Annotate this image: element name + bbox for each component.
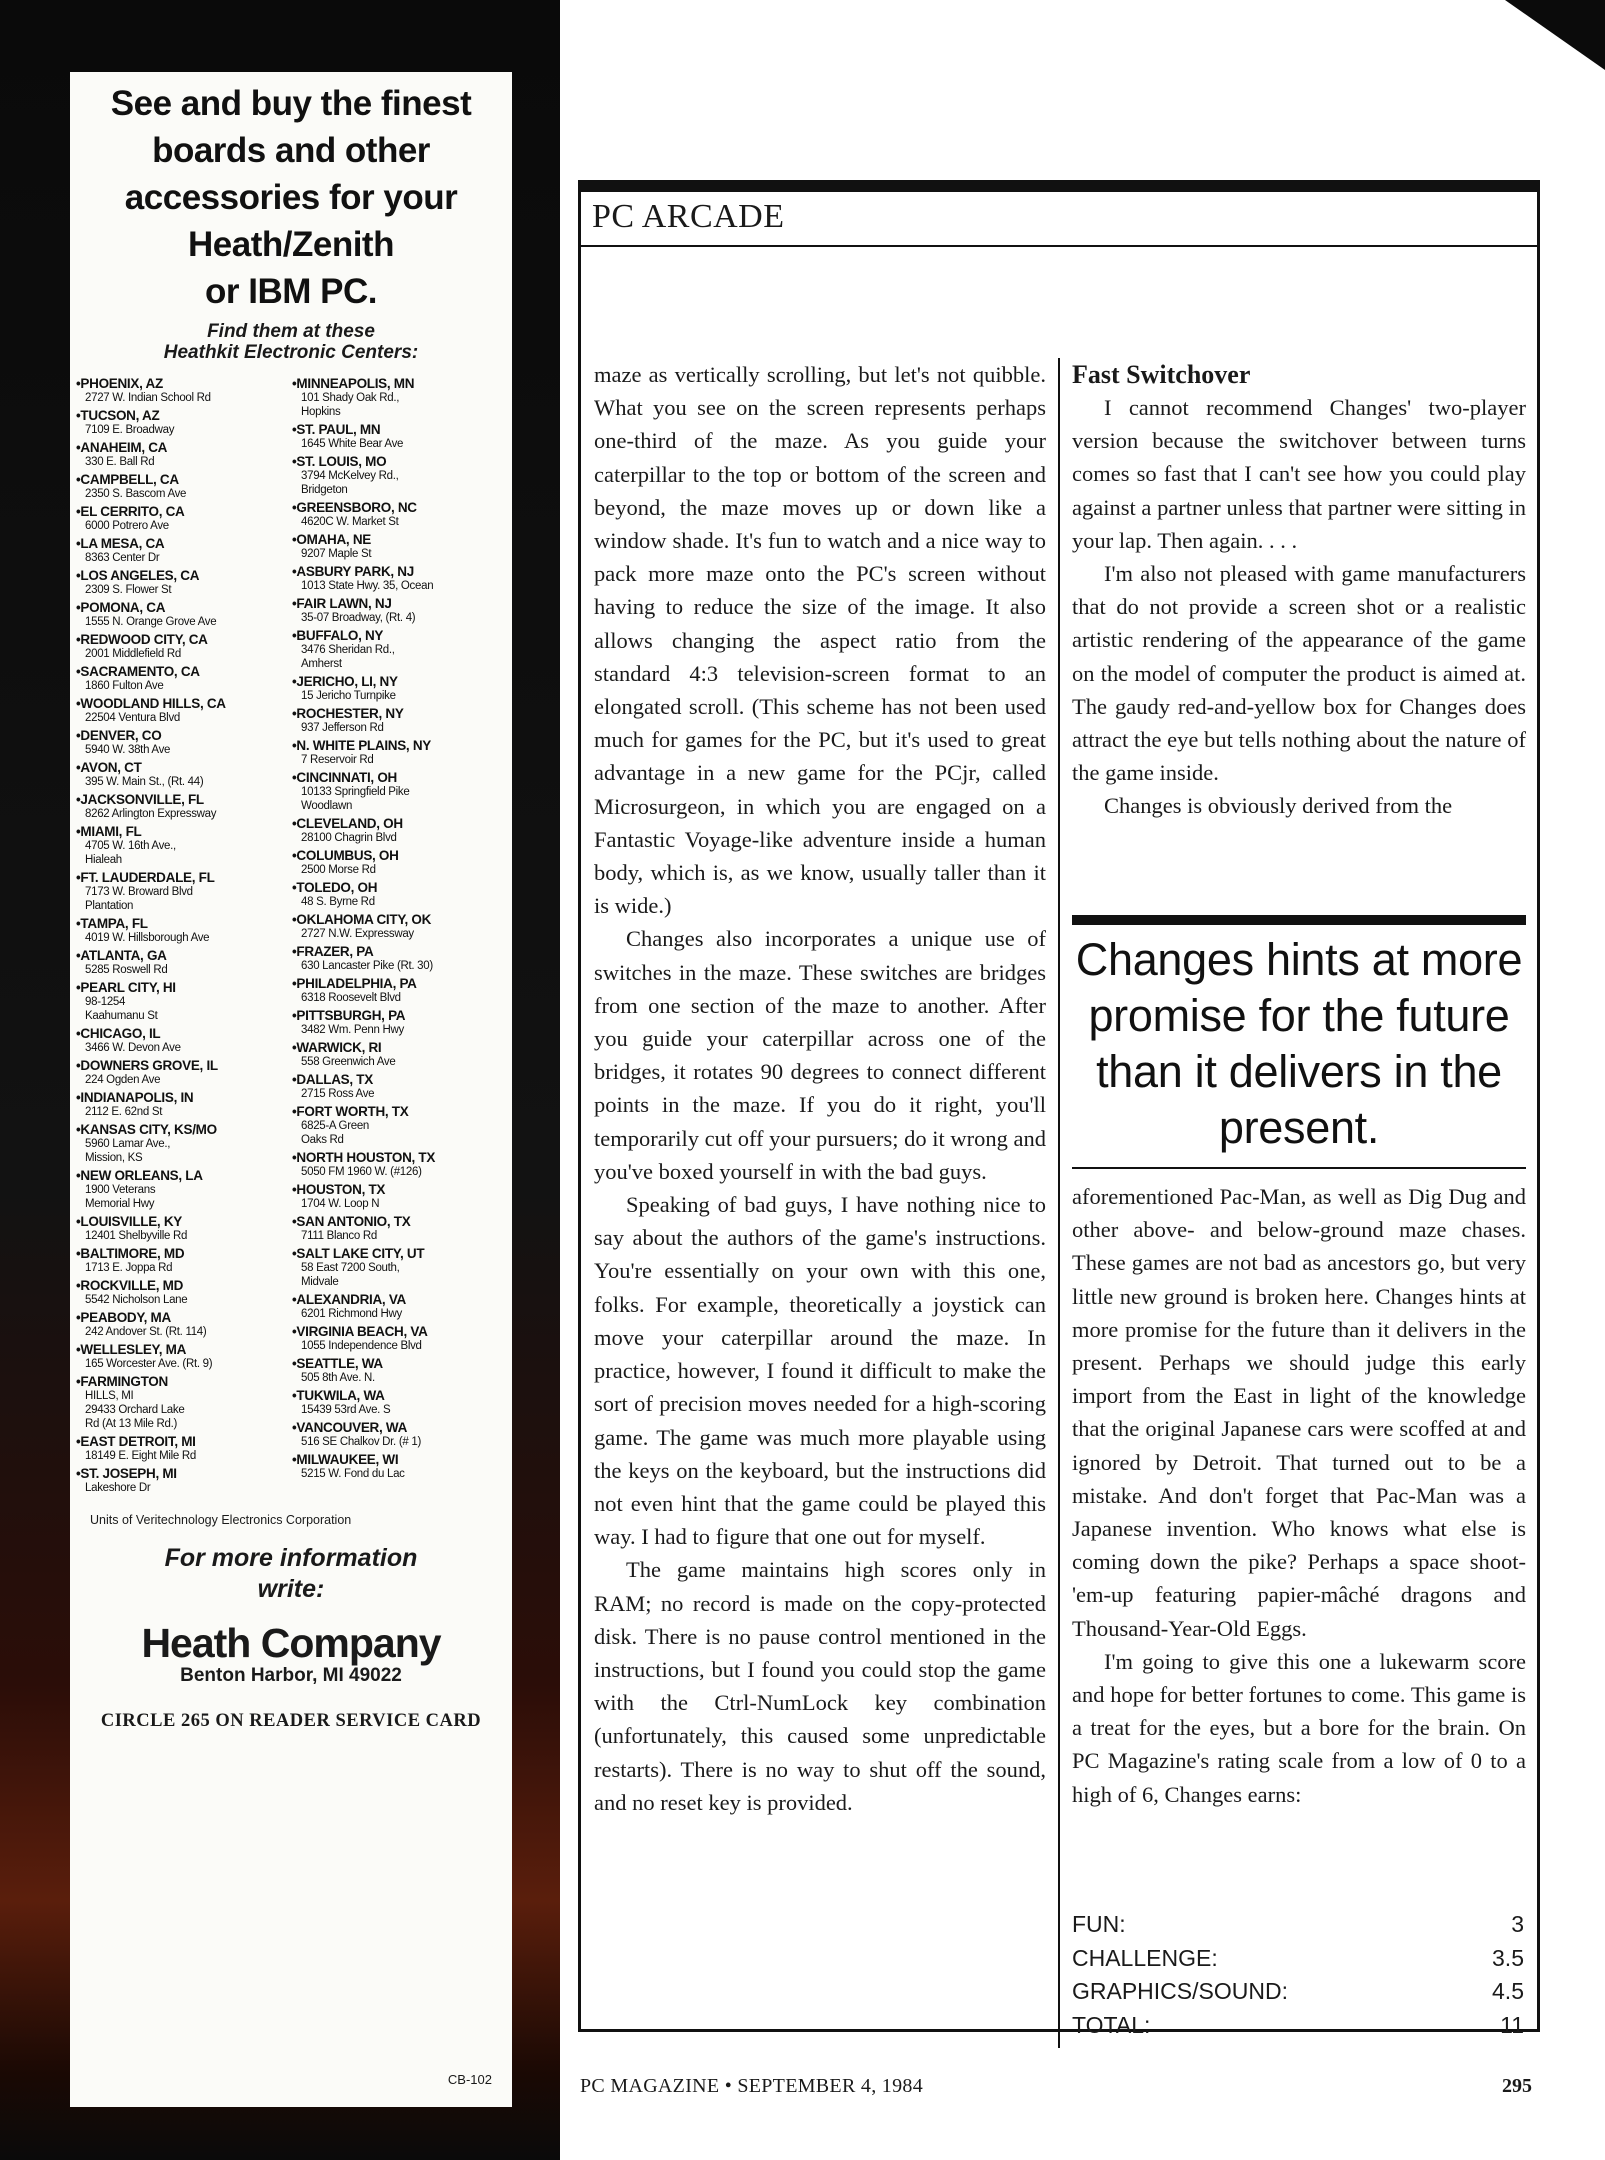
center-entry bbox=[76, 1215, 292, 1243]
center-address: 29433 Orchard Lake bbox=[85, 1404, 185, 1416]
center-city: •WELLESLEY, MA bbox=[76, 1342, 187, 1357]
center-address: 630 Lancaster Pike (Rt. 30) bbox=[301, 960, 433, 972]
center-city: •EAST DETROIT, MI bbox=[76, 1434, 196, 1449]
center-address: Woodlawn bbox=[301, 800, 353, 812]
center-entry bbox=[292, 1183, 508, 1211]
center-address: 18149 E. Eight Mile Rd bbox=[85, 1450, 197, 1462]
center-entry bbox=[76, 1123, 292, 1165]
center-address: 7111 Blanco Rd bbox=[301, 1230, 377, 1242]
center-entry bbox=[76, 1247, 292, 1275]
center-entry bbox=[76, 569, 292, 597]
center-city: •N. WHITE PLAINS, NY bbox=[292, 738, 431, 753]
center-address: 1555 N. Orange Grove Ave bbox=[85, 616, 217, 628]
center-address: 330 E. Ball Rd bbox=[85, 456, 155, 468]
center-entry bbox=[76, 1027, 292, 1055]
center-city: •BALTIMORE, MD bbox=[76, 1246, 185, 1261]
center-entry bbox=[76, 825, 292, 867]
center-address: Bridgeton bbox=[301, 484, 348, 496]
center-entry bbox=[292, 675, 508, 703]
center-address: 1900 Veterans bbox=[85, 1184, 156, 1196]
center-entry bbox=[292, 377, 508, 419]
rating-row: CHALLENGE: 3.5 bbox=[1072, 1944, 1524, 1971]
center-city: •HOUSTON, TX bbox=[292, 1182, 386, 1197]
article-column-left bbox=[594, 358, 1046, 1819]
article-column-right-top bbox=[1072, 358, 1526, 823]
center-address: 35-07 Broadway, (Rt. 4) bbox=[301, 612, 416, 624]
center-entry bbox=[76, 1467, 292, 1495]
heath-advertisement bbox=[70, 72, 512, 2107]
center-address: Rd (At 13 Mile Rd.) bbox=[85, 1418, 178, 1430]
center-list-right bbox=[292, 377, 508, 1499]
center-address: 1645 White Bear Ave bbox=[301, 438, 404, 450]
center-entry bbox=[76, 871, 292, 913]
center-address: 5542 Nicholson Lane bbox=[85, 1294, 188, 1306]
center-entry bbox=[292, 1009, 508, 1037]
center-city: •TUCSON, AZ bbox=[76, 408, 160, 423]
center-address: 6318 Roosevelt Blvd bbox=[301, 992, 401, 1004]
center-city: •SEATTLE, WA bbox=[292, 1356, 383, 1371]
center-city: •PHILADELPHIA, PA bbox=[292, 976, 417, 991]
center-city: •ALEXANDRIA, VA bbox=[292, 1292, 406, 1307]
center-city: •MIAMI, FL bbox=[76, 824, 142, 839]
center-city: •FRAZER, PA bbox=[292, 944, 374, 959]
center-entry bbox=[76, 1311, 292, 1339]
center-entry bbox=[292, 533, 508, 561]
center-entry bbox=[76, 793, 292, 821]
center-entry bbox=[292, 817, 508, 845]
center-entry bbox=[292, 771, 508, 813]
center-entry bbox=[76, 473, 292, 501]
center-city: •DENVER, CO bbox=[76, 728, 162, 743]
pullquote: Changes hints at more promise for the future than it delivers in the present. bbox=[1075, 934, 1523, 1153]
rating-row: GRAPHICS/SOUND: 4.5 bbox=[1072, 1978, 1524, 2004]
ad-headline: See and buy the finest boards and other accessories for your Heath/Zenith or IBM PC. bbox=[110, 84, 472, 311]
center-address: 28100 Chagrin Blvd bbox=[301, 832, 397, 844]
center-address: 48 S. Byrne Rd bbox=[301, 896, 375, 908]
center-address: 2727 W. Indian School Rd bbox=[85, 392, 211, 404]
center-address: 5050 FM 1960 W. (#126) bbox=[301, 1166, 422, 1178]
center-address: 5960 Lamar Ave., bbox=[85, 1138, 171, 1150]
center-city: •TOLEDO, OH bbox=[292, 880, 378, 895]
center-city: •TUKWILA, WA bbox=[292, 1388, 385, 1403]
center-address: Oaks Rd bbox=[301, 1134, 344, 1146]
center-address: 6201 Richmond Hwy bbox=[301, 1308, 403, 1320]
center-city: •FARMINGTON bbox=[76, 1374, 168, 1389]
center-address: 937 Jefferson Rd bbox=[301, 722, 384, 734]
center-address: 505 8th Ave. N. bbox=[301, 1372, 375, 1384]
page-corner bbox=[1505, 0, 1605, 70]
center-entry bbox=[76, 729, 292, 757]
center-city: •PEABODY, MA bbox=[76, 1310, 171, 1325]
center-city: •WOODLAND HILLS, CA bbox=[76, 696, 226, 711]
center-list bbox=[76, 377, 508, 1499]
center-address: 2715 Ross Ave bbox=[301, 1088, 375, 1100]
center-address: 1013 State Hwy. 35, Ocean bbox=[301, 580, 434, 592]
center-city: •WARWICK, RI bbox=[292, 1040, 382, 1055]
center-city: •SAN ANTONIO, TX bbox=[292, 1214, 411, 1229]
center-address: Kaahumanu St bbox=[85, 1010, 158, 1022]
center-entry bbox=[292, 1041, 508, 1069]
center-city: •OMAHA, NE bbox=[292, 532, 371, 547]
center-entry bbox=[292, 455, 508, 497]
center-address: Hialeah bbox=[85, 854, 122, 866]
center-entry bbox=[292, 913, 508, 941]
page-number: 295 bbox=[1502, 2075, 1532, 2097]
center-address: 1713 E. Joppa Rd bbox=[85, 1262, 173, 1274]
center-entry bbox=[76, 697, 292, 725]
center-address: Mission, KS bbox=[85, 1152, 143, 1164]
center-city: •LA MESA, CA bbox=[76, 536, 165, 551]
center-city: •ASBURY PARK, NJ bbox=[292, 564, 414, 579]
center-city: •DALLAS, TX bbox=[292, 1072, 373, 1087]
center-city: •GREENSBORO, NC bbox=[292, 500, 417, 515]
center-entry bbox=[76, 537, 292, 565]
center-entry bbox=[292, 1389, 508, 1417]
center-address: 4705 W. 16th Ave., bbox=[85, 840, 176, 852]
center-address: 2001 Middlefield Rd bbox=[85, 648, 181, 660]
center-city: •NORTH HOUSTON, TX bbox=[292, 1150, 436, 1165]
center-entry bbox=[292, 849, 508, 877]
section-title: PC ARCADE bbox=[580, 192, 1538, 247]
center-address: 5940 W. 38th Ave bbox=[85, 744, 171, 756]
center-city: •LOS ANGELES, CA bbox=[76, 568, 200, 583]
center-city: •MINNEAPOLIS, MN bbox=[292, 376, 415, 391]
center-entry bbox=[292, 501, 508, 529]
center-entry bbox=[76, 1091, 292, 1119]
center-city: •SACRAMENTO, CA bbox=[76, 664, 200, 679]
center-city: •BUFFALO, NY bbox=[292, 628, 384, 643]
center-address: Lakeshore Dr bbox=[85, 1482, 151, 1494]
center-address: 98-1254 bbox=[85, 996, 126, 1008]
center-address: 6825-A Green bbox=[301, 1120, 370, 1132]
center-city: •CHICAGO, IL bbox=[76, 1026, 161, 1041]
center-address: 15 Jericho Turnpike bbox=[301, 690, 396, 702]
center-address: 7 Reservoir Rd bbox=[301, 754, 374, 766]
center-city: •ST. JOSEPH, MI bbox=[76, 1466, 177, 1481]
center-address: 2350 S. Bascom Ave bbox=[85, 488, 187, 500]
center-entry bbox=[76, 1169, 292, 1211]
center-entry bbox=[76, 665, 292, 693]
paragraph: Changes is obviously derived from the bbox=[1104, 793, 1453, 819]
center-address: 224 Ogden Ave bbox=[85, 1074, 161, 1086]
paragraph: I'm going to give this one a lukewarm score and hope for better fortunes to come. This game is a treat for the eyes, but a bore for the brain. On PC Magazine's rating scale from a low of 0 to a high of 6, Changes earns: bbox=[1072, 1648, 1526, 1807]
center-entry bbox=[292, 1293, 508, 1321]
rating-row: TOTAL: 11 bbox=[1072, 2011, 1524, 2038]
center-address: 5285 Roswell Rd bbox=[85, 964, 168, 976]
center-address: 2500 Morse Rd bbox=[301, 864, 376, 876]
center-entry bbox=[292, 423, 508, 451]
center-city: •TAMPA, FL bbox=[76, 916, 148, 931]
center-address: 5215 W. Fond du Lac bbox=[301, 1468, 405, 1480]
center-entry bbox=[292, 881, 508, 909]
center-city: •NEW ORLEANS, LA bbox=[76, 1168, 203, 1183]
center-address: 7173 W. Broward Blvd bbox=[85, 886, 193, 898]
center-entry bbox=[292, 707, 508, 735]
center-entry bbox=[76, 1435, 292, 1463]
center-address: 101 Shady Oak Rd., bbox=[301, 392, 400, 404]
center-address: 1704 W. Loop N bbox=[301, 1198, 380, 1210]
center-address: 9207 Maple St bbox=[301, 548, 372, 560]
center-address: 558 Greenwich Ave bbox=[301, 1056, 396, 1068]
center-city: •AVON, CT bbox=[76, 760, 142, 775]
center-entry bbox=[292, 629, 508, 671]
center-city: •PEARL CITY, HI bbox=[76, 980, 176, 995]
paragraph: maze as vertically scrolling, but let's not quibble. What you see on the screen represents perhaps one-third of the maze. As you guide your caterpillar to the top or bottom of the screen and beyond, the maze moves up or down like a window shade. It's fun to watch and a nice way to pack more maze onto the PC's screen without having to reduce the size of the image. It also allows changing the aspect ratio from the standard 4:3 television-screen format to an elongated scroll. (This scheme has not been used much for games for the PC, but it's used to great advantage in a new game for the PCjr, called Microsurgeon, in which you are engaged on a Fantastic Voyage-like adventure inside a human body, which is, as we know, usually taller than it is wide.) bbox=[594, 362, 1046, 919]
center-entry bbox=[76, 505, 292, 533]
center-entry bbox=[292, 1105, 508, 1147]
paragraph: Changes also incorporates a unique use of switches in the maze. These switches are bridges from one section of the maze to another. After you guide your caterpillar across one of the bridges, it rotates 90 degrees to connect different points in the maze. If you do it right, you'll temporarily cut off your pursuers; do it wrong and you've boxed yourself in with the bad guys. bbox=[594, 926, 1046, 1184]
center-address: 4620C W. Market St bbox=[301, 516, 399, 528]
center-address: 8363 Center Dr bbox=[85, 552, 160, 564]
center-address: 2112 E. 62nd St bbox=[85, 1106, 163, 1118]
center-entry bbox=[292, 1151, 508, 1179]
center-entry bbox=[76, 441, 292, 469]
center-entry bbox=[292, 1073, 508, 1101]
ad-code: CB-102 bbox=[447, 2072, 492, 2087]
center-city: •KANSAS CITY, KS/MO bbox=[76, 1122, 217, 1137]
center-city: •ROCKVILLE, MD bbox=[76, 1278, 184, 1293]
center-address: 3482 Wm. Penn Hwy bbox=[301, 1024, 404, 1036]
units-note: Units of Veritechnology Electronics Corporation bbox=[90, 1513, 352, 1527]
pullquote-rule-bottom bbox=[1072, 1167, 1526, 1169]
center-address: 15439 53rd Ave. S bbox=[301, 1404, 391, 1416]
center-city: •VIRGINIA BEACH, VA bbox=[292, 1324, 428, 1339]
center-entry bbox=[292, 1247, 508, 1289]
center-address: Plantation bbox=[85, 900, 134, 912]
center-city: •SALT LAKE CITY, UT bbox=[292, 1246, 425, 1261]
paragraph: Speaking of bad guys, I have nothing nice to say about the authors of the game's instructions. You're essentially on your own with this one, folks. For example, theoretically a joystick can move your caterpillar around the maze. In practice, however, I found it difficult to make the sort of precision moves needed for a high-scoring game. The game was much more playable using the keys on the keyboard, but the instructions did not even hint that the game could be played this way. I had to figure that one out for myself. bbox=[594, 1192, 1046, 1550]
rating-table bbox=[1072, 1908, 1526, 2042]
center-city: •OKLAHOMA CITY, OK bbox=[292, 912, 432, 927]
center-city: •FAIR LAWN, NJ bbox=[292, 596, 392, 611]
center-city: •ANAHEIM, CA bbox=[76, 440, 168, 455]
center-address: Memorial Hwy bbox=[85, 1198, 155, 1210]
paragraph: aforementioned Pac-Man, as well as Dig Dug and other above- and below-ground maze chases. These games are not bad as ancestors go, but very little new ground is broken here. Changes hints at more promise for the future than it delivers in the present. Perhaps we should judge this early import from the East in light of the knowledge that the original Japanese cars were scoffed at and ignored by Detroit. That turned out to be a mistake. And don't forget that Pac-Man was a Japanese invention. Who knows what else is coming down the pike? Perhaps a space shoot-'em-up featuring papier-mâché dragons and Thousand-Year-Old Eggs. bbox=[1072, 1184, 1526, 1641]
pullquote-rule-top bbox=[1072, 915, 1526, 925]
center-city: •POMONA, CA bbox=[76, 600, 166, 615]
center-city: •JERICHO, LI, NY bbox=[292, 674, 398, 689]
center-city: •FT. LAUDERDALE, FL bbox=[76, 870, 215, 885]
center-city: •ST. PAUL, MN bbox=[292, 422, 381, 437]
center-entry bbox=[292, 739, 508, 767]
center-city: •ROCHESTER, NY bbox=[292, 706, 404, 721]
center-entry bbox=[292, 1357, 508, 1385]
center-entry bbox=[292, 1325, 508, 1353]
center-address: 395 W. Main St., (Rt. 44) bbox=[85, 776, 204, 788]
center-address: 242 Andover St. (Rt. 114) bbox=[85, 1326, 207, 1338]
center-list-left bbox=[76, 377, 292, 1499]
center-entry bbox=[76, 377, 292, 405]
center-address: 516 SE Chalkov Dr. (# 1) bbox=[301, 1436, 421, 1448]
center-entry bbox=[76, 1343, 292, 1371]
center-city: •PITTSBURGH, PA bbox=[292, 1008, 406, 1023]
center-city: •COLUMBUS, OH bbox=[292, 848, 399, 863]
center-address: 10133 Springfield Pike bbox=[301, 786, 410, 798]
publication-footer: PC MAGAZINE • SEPTEMBER 4, 1984 bbox=[580, 2075, 923, 2097]
center-address: 12401 Shelbyville Rd bbox=[85, 1230, 188, 1242]
center-entry bbox=[76, 917, 292, 945]
reader-service-line: CIRCLE 265 ON READER SERVICE CARD bbox=[100, 1711, 482, 1731]
center-address: 6000 Potrero Ave bbox=[85, 520, 169, 532]
center-address: 4019 W. Hillsborough Ave bbox=[85, 932, 210, 944]
center-entry bbox=[76, 949, 292, 977]
paragraph: I cannot recommend Changes' two-player version because the switchover between turns comes so fast that I can't see how you could play against a partner unless that partner were sitting in your lap. Then again. . . . bbox=[1072, 395, 1526, 553]
subheading: Fast Switchover bbox=[1072, 360, 1251, 389]
center-city: •PHOENIX, AZ bbox=[76, 376, 163, 391]
center-entry bbox=[292, 597, 508, 625]
center-address: 3794 McKelvey Rd., bbox=[301, 470, 399, 482]
center-address: 1055 Independence Blvd bbox=[301, 1340, 422, 1352]
center-entry bbox=[292, 1421, 508, 1449]
center-entry bbox=[292, 977, 508, 1005]
company-name: Heath Company bbox=[141, 1620, 441, 1666]
center-address: Hopkins bbox=[301, 406, 341, 418]
center-address: 8262 Arlington Expressway bbox=[85, 808, 217, 820]
center-city: •INDIANAPOLIS, IN bbox=[76, 1090, 194, 1105]
center-address: 7109 E. Broadway bbox=[85, 424, 175, 436]
ad-subheadline: Find them at these Heathkit Electronic Centers: bbox=[163, 321, 419, 363]
center-city: •CLEVELAND, OH bbox=[292, 816, 403, 831]
center-city: •LOUISVILLE, KY bbox=[76, 1214, 182, 1229]
center-city: •DOWNERS GROVE, IL bbox=[76, 1058, 218, 1073]
center-entry bbox=[76, 633, 292, 661]
center-address: Midvale bbox=[301, 1276, 339, 1288]
center-entry bbox=[76, 761, 292, 789]
center-entry bbox=[292, 1215, 508, 1243]
paragraph: I'm also not pleased with game manufacturers that do not provide a screen shot or a realistic artistic rendering of the appearance of the game on the model of computer the product is aimed at. The gaudy red-and-yellow box for Changes does attract the eye but tells nothing about the nature of the game inside. bbox=[1072, 561, 1526, 786]
center-entry bbox=[76, 1059, 292, 1087]
center-city: •FORT WORTH, TX bbox=[292, 1104, 409, 1119]
center-city: •VANCOUVER, WA bbox=[292, 1420, 408, 1435]
center-entry bbox=[76, 1375, 292, 1431]
center-entry bbox=[292, 1453, 508, 1481]
center-address: 58 East 7200 South, bbox=[301, 1262, 400, 1274]
center-city: •ST. LOUIS, MO bbox=[292, 454, 387, 469]
center-entry bbox=[76, 601, 292, 629]
center-city: •CAMPBELL, CA bbox=[76, 472, 179, 487]
center-address: 1860 Fulton Ave bbox=[85, 680, 164, 692]
center-city: •MILWAUKEE, WI bbox=[292, 1452, 399, 1467]
center-address: 3466 W. Devon Ave bbox=[85, 1042, 181, 1054]
center-address: 165 Worcester Ave. (Rt. 9) bbox=[85, 1358, 213, 1370]
article-column-right-bottom bbox=[1072, 1180, 1526, 1811]
center-city: •CINCINNATI, OH bbox=[292, 770, 397, 785]
center-entry bbox=[76, 1279, 292, 1307]
center-address: Amherst bbox=[301, 658, 342, 670]
rating-row: FUN: 3 bbox=[1072, 1911, 1524, 1937]
center-city: •ATLANTA, GA bbox=[76, 948, 167, 963]
center-address: 22504 Ventura Blvd bbox=[85, 712, 180, 724]
center-entry bbox=[292, 945, 508, 973]
center-city: •JACKSONVILLE, FL bbox=[76, 792, 204, 807]
center-address: 3476 Sheridan Rd., bbox=[301, 644, 395, 656]
company-address: Benton Harbor, MI 49022 bbox=[180, 1665, 402, 1686]
paragraph: The game maintains high scores only in RAM; no record is made on the copy-protected disk. There is no pause control mentioned in the instructions, but I found you could stop the game with the Ctrl-NumLock key combination (unfortunately, this caused some unpredictable restarts). There is no way to shut off the sound, and no reset key is provided. bbox=[594, 1557, 1046, 1815]
center-address: 2727 N.W. Expressway bbox=[301, 928, 414, 940]
center-address: 2309 S. Flower St bbox=[85, 584, 172, 596]
center-city: •REDWOOD CITY, CA bbox=[76, 632, 208, 647]
center-address: HILLS, MI bbox=[85, 1390, 134, 1402]
column-divider bbox=[1058, 358, 1060, 2048]
more-info: For more information write: bbox=[164, 1544, 418, 1603]
center-entry bbox=[76, 981, 292, 1023]
center-entry bbox=[292, 565, 508, 593]
center-entry bbox=[76, 409, 292, 437]
center-city: •EL CERRITO, CA bbox=[76, 504, 185, 519]
